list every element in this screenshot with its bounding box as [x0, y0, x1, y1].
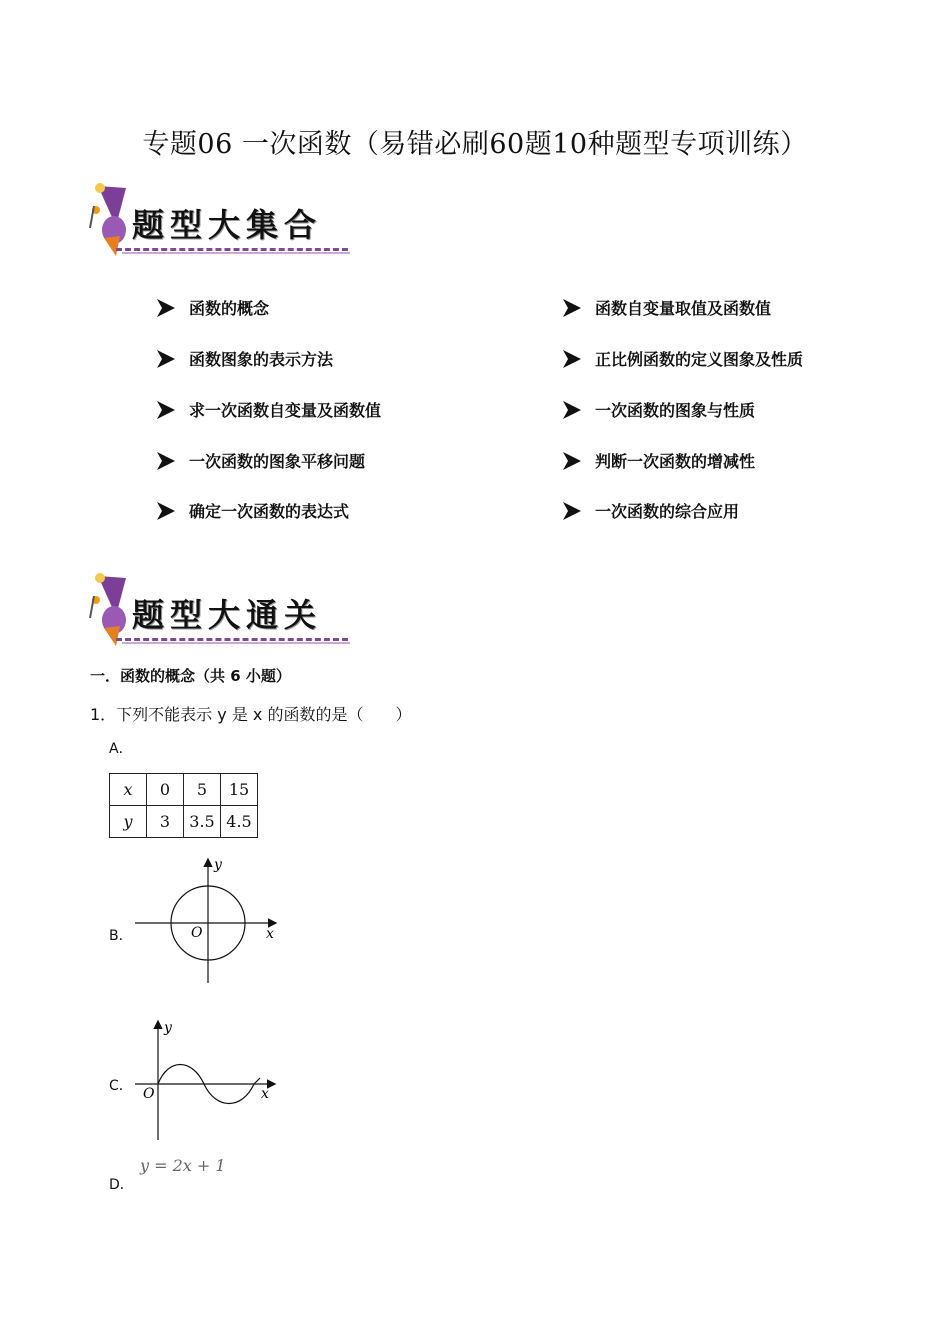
table-cell: 4.5	[221, 806, 258, 838]
table-cell: x	[110, 774, 147, 806]
arrow-right-icon	[155, 500, 177, 522]
option-d-label: D．	[109, 1177, 134, 1193]
origin-label: O	[191, 925, 203, 941]
y-axis-label: y	[164, 1020, 172, 1036]
banner-dash-line	[116, 638, 348, 641]
arrow-right-icon	[561, 297, 583, 319]
x-axis-label: x	[266, 926, 274, 942]
circle-graph	[130, 855, 280, 985]
formula-d: y = 2x + 1	[140, 1156, 226, 1175]
value-table	[109, 773, 258, 838]
banner-underline	[122, 642, 350, 644]
toc-item-left-0[interactable]: 函数的概念	[155, 296, 269, 319]
table-cell: 15	[221, 774, 258, 806]
banner-pass	[86, 568, 356, 654]
toc-item-left-3[interactable]: 一次函数的图象平移问题	[155, 449, 365, 472]
table-cell: 5	[184, 774, 221, 806]
banner-dash-line	[116, 248, 348, 251]
toc-item-right-2[interactable]: 一次函数的图象与性质	[561, 398, 755, 421]
sine-graph	[130, 1018, 280, 1143]
banner-underline	[122, 252, 350, 254]
toc-item-left-1[interactable]: 函数图象的表示方法	[155, 347, 333, 370]
page-title: 专题06 一次函数（易错必刷60题10种题型专项训练）	[142, 129, 808, 160]
arrow-right-icon	[561, 450, 583, 472]
table-cell: 3	[147, 806, 184, 838]
toc-item-left-2[interactable]: 求一次函数自变量及函数值	[155, 398, 381, 421]
option-c-label: C．	[109, 1078, 133, 1094]
arrow-right-icon	[561, 399, 583, 421]
banner-pass-label: 题型大通关	[132, 596, 323, 634]
section-heading: 一．函数的概念（共 6 小题）	[90, 667, 291, 685]
table-cell: y	[110, 806, 147, 838]
toc-item-right-4[interactable]: 一次函数的综合应用	[561, 499, 739, 522]
table-cell: 0	[147, 774, 184, 806]
toc-item-left-4[interactable]: 确定一次函数的表达式	[155, 499, 349, 522]
arrow-right-icon	[155, 348, 177, 370]
option-a-label: A．	[109, 741, 133, 757]
table-cell: 3.5	[184, 806, 221, 838]
toc-item-right-0[interactable]: 函数自变量取值及函数值	[561, 296, 771, 319]
arrow-right-icon	[155, 399, 177, 421]
origin-label: O	[143, 1086, 155, 1102]
arrow-right-icon	[155, 450, 177, 472]
y-axis-label: y	[214, 857, 222, 873]
banner-collection-label: 题型大集合	[132, 206, 323, 244]
arrow-right-icon	[561, 348, 583, 370]
option-b-label: B．	[109, 928, 133, 944]
toc-item-right-3[interactable]: 判断一次函数的增减性	[561, 449, 755, 472]
arrow-right-icon	[561, 500, 583, 522]
toc-item-right-1[interactable]: 正比例函数的定义图象及性质	[561, 347, 803, 370]
question-1: 1．下列不能表示 y 是 x 的函数的是（ ）	[90, 705, 412, 724]
banner-collection	[86, 178, 356, 264]
x-axis-label: x	[261, 1086, 269, 1102]
arrow-right-icon	[155, 297, 177, 319]
